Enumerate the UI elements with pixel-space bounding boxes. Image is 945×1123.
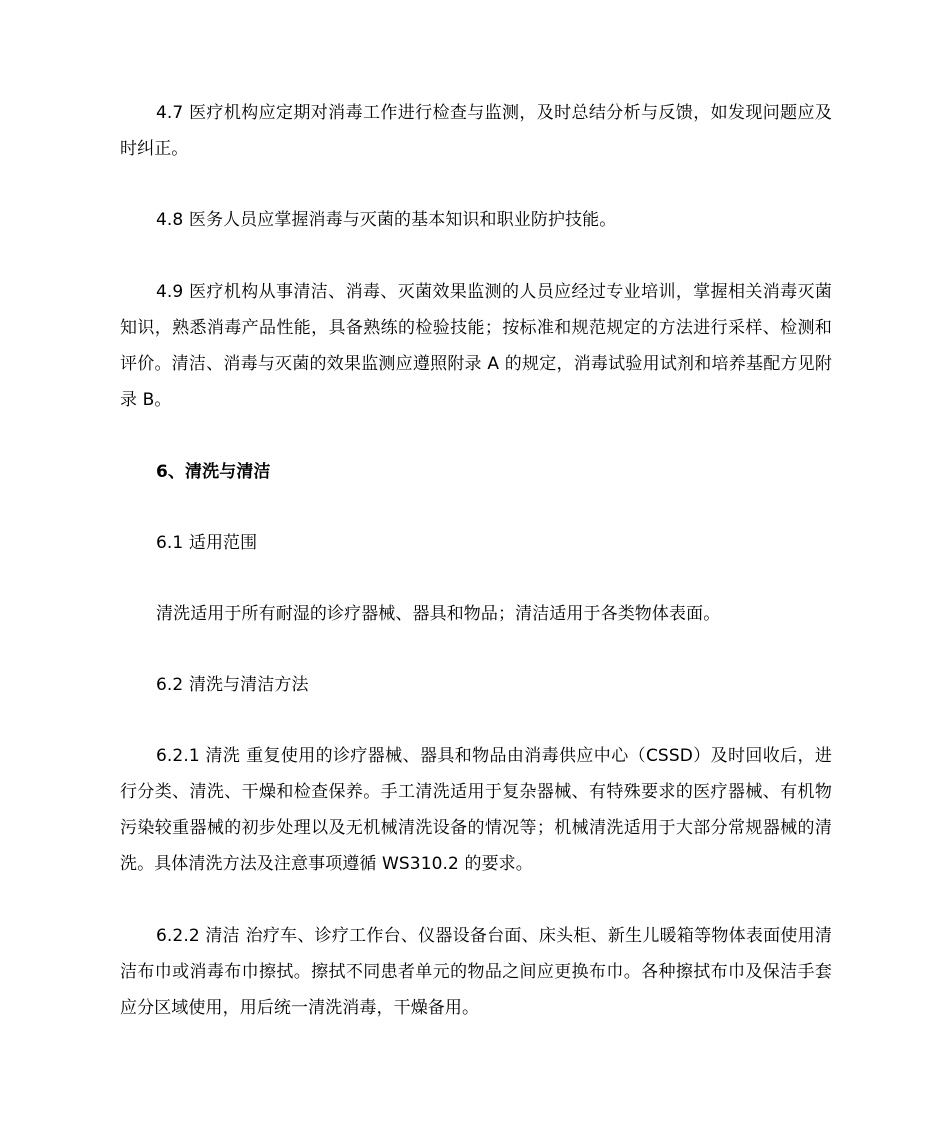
paragraph-6-2-2: 6.2.2 清洁 治疗车、诊疗工作台、仪器设备台面、床头柜、新生儿暖箱等物体表面使用清洁布巾或消毒布巾擦拭。擦拭不同患者单元的物品之间应更换布巾。各种擦拭布巾及保洁手套应分区域使用，用后统一清洗消毒，干燥备用。 xyxy=(120,926,832,1018)
paragraph-6-2-1: 6.2.1 清洗 重复使用的诊疗器械、器具和物品由消毒供应中心（CSSD）及时回收后，进行分类、清洗、干燥和检查保养。手工清洗适用于复杂器械、有特殊要求的医疗器械、有机物污染较重器械的初步处理以及无机械清洗设备的情况等；机械清洗适用于大部分常规器械的清洗。具体清洗方法及注意事项遵循 WS310.2 的要求。 xyxy=(120,746,832,874)
subsection-heading-6-1: 6.1 适用范围 xyxy=(156,533,258,553)
section-heading-6: 6、清洗与清洁 xyxy=(156,462,271,482)
subsection-heading-6-2: 6.2 清洗与清洁方法 xyxy=(156,675,309,695)
paragraph-4-9: 4.9 医疗机构从事清洁、消毒、灭菌效果监测的人员应经过专业培训，掌握相关消毒灭菌知识，熟悉消毒产品性能，具备熟练的检验技能；按标准和规范规定的方法进行采样、检测和评价。清洁、消毒与灭菌的效果监测应遵照附录 A 的规定，消毒试验用试剂和培养基配方见附录 B。 xyxy=(120,282,832,410)
paragraph-4-8: 4.8 医务人员应掌握消毒与灭菌的基本知识和职业防护技能。 xyxy=(156,210,617,230)
paragraph-6-1-body: 清洗适用于所有耐湿的诊疗器械、器具和物品；清洁适用于各类物体表面。 xyxy=(156,604,721,624)
paragraph-4-7: 4.7 医疗机构应定期对消毒工作进行检查与监测，及时总结分析与反馈，如发现问题应及时纠正。 xyxy=(120,103,832,159)
